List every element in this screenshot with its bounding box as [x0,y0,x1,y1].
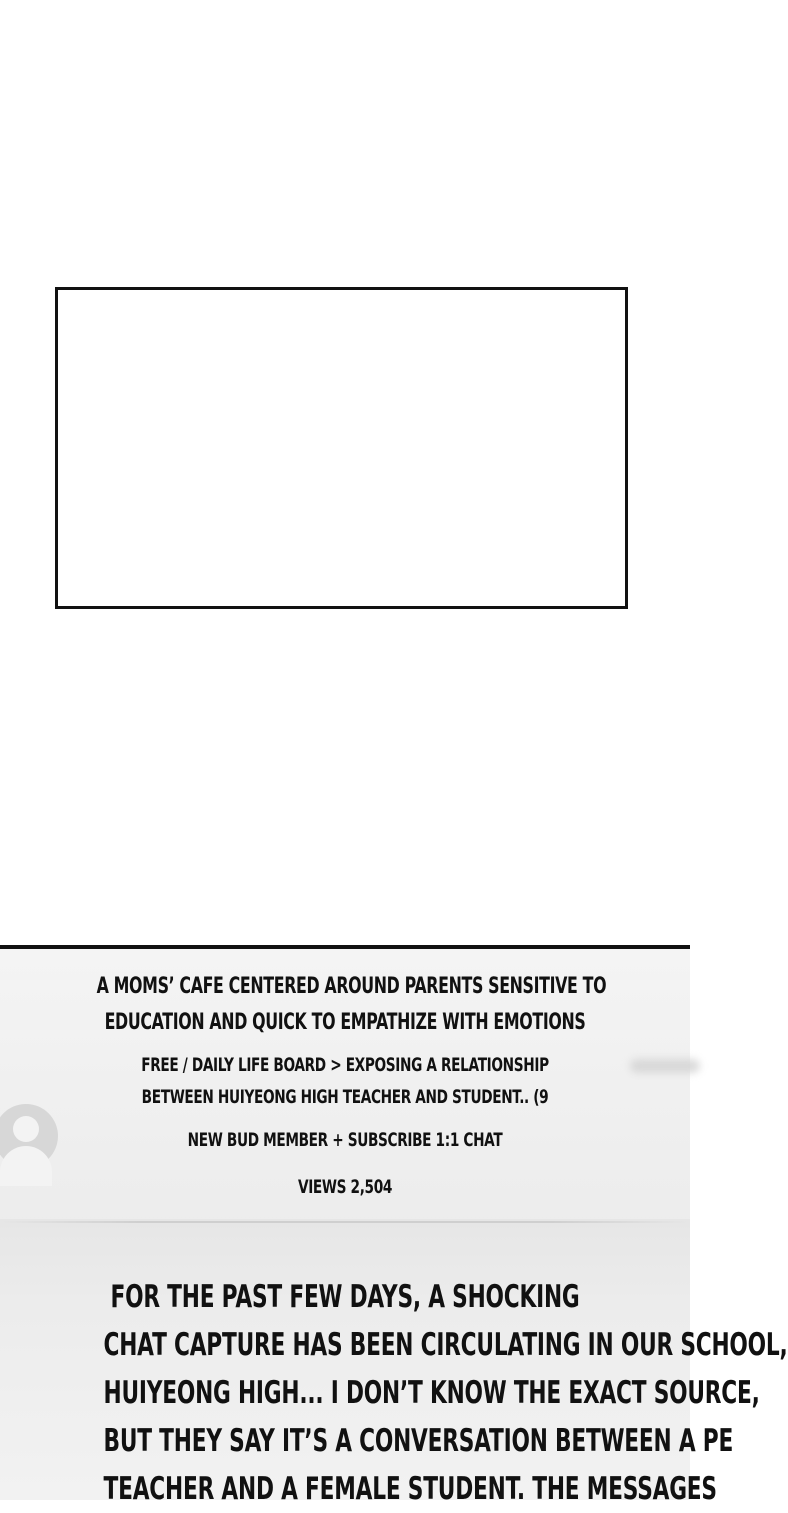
cafe-title-line: A MOMS’ CAFE CENTERED AROUND PARENTS SENSITIVE TO [96,974,607,999]
member-info[interactable] [97,1125,594,1155]
avatar-head [13,1116,39,1142]
post-line: TEACHER AND A FEMALE STUDENT. THE MESSAGES [103,1471,717,1507]
avatar-shoulders [0,1146,52,1186]
board-breadcrumb[interactable] [97,1049,594,1113]
member-info-text: NEW BUD MEMBER + SUBSCRIBE 1:1 CHAT [187,1129,503,1151]
blur-streak [630,1059,700,1073]
user-avatar-icon[interactable] [0,1104,58,1168]
view-count-text: VIEWS 2,504 [297,1176,393,1198]
post-line: FOR THE PAST FEW DAYS, A SHOCKING [110,1279,580,1315]
phone-screen-panel [0,949,788,1507]
board-breadcrumb-line: BETWEEN HUIYEONG HIGH TEACHER AND STUDENT.. (9 [141,1086,549,1108]
post-body-text [103,1273,788,1513]
header-separator [0,1221,690,1223]
board-breadcrumb-line: FREE / DAILY LIFE BOARD > EXPOSING A RELATIONSHIP [141,1054,549,1076]
post-line: CHAT CAPTURE HAS BEEN CIRCULATING IN OUR SCHOOL, [103,1327,788,1363]
cafe-title-line: EDUCATION AND QUICK TO EMPATHIZE WITH EMOTIONS [104,1010,586,1035]
cafe-title [96,969,607,1041]
post-line: HUIYEONG HIGH... I DON’T KNOW THE EXACT SOURCE, [103,1375,760,1411]
post-line: BUT THEY SAY IT’S A CONVERSATION BETWEEN A PE [103,1423,734,1459]
empty-panel-frame [55,287,628,609]
view-count [97,1172,594,1202]
